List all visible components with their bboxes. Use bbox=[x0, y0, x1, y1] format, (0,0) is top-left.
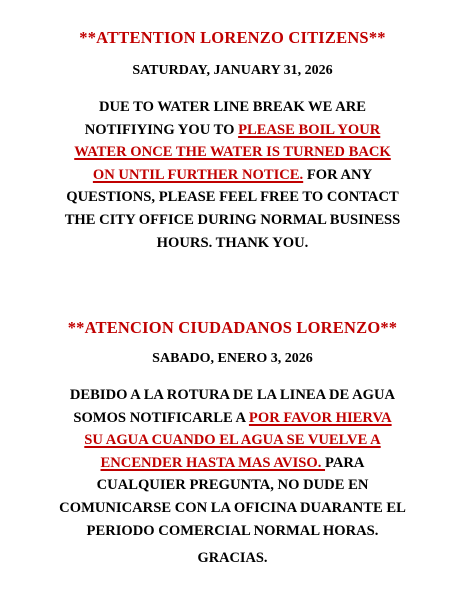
english-line-2 bbox=[20, 119, 445, 142]
spanish-line-4-text: PARA bbox=[325, 454, 365, 471]
english-line-5: QUESTIONS, PLEASE FEEL FREE TO CONTACT bbox=[66, 189, 399, 206]
spanish-line-7: PERIODO COMERCIAL NORMAL HORAS. bbox=[86, 522, 379, 539]
english-line-4-text: FOR ANY bbox=[303, 166, 373, 183]
spanish-line-5: CUALQUIER PREGUNTA, NO DUDE EN bbox=[96, 477, 369, 494]
spanish-line-1: DEBIDO A LA ROTURA DE LA LINEA DE AGUA bbox=[69, 387, 396, 403]
english-line-2-text: NOTIFIYING YOU TO bbox=[84, 121, 239, 138]
spanish-line-6: COMUNICARSE CON LA OFICINA DUARANTE EL bbox=[59, 499, 406, 516]
spanish-boil-notice-3: ENCENDER HASTA MAS AVISO. bbox=[100, 454, 326, 471]
spanish-closing: GRACIAS. bbox=[197, 550, 268, 566]
english-line-4 bbox=[20, 164, 445, 187]
english-title: **ATTENTION LORENZO CITIZENS** bbox=[79, 28, 386, 47]
spanish-line-2-text: SOMOS NOTIFICARLE A bbox=[73, 409, 249, 426]
english-boil-notice-3: ON UNTIL FURTHER NOTICE. bbox=[92, 166, 304, 183]
spanish-line-3 bbox=[20, 429, 445, 452]
english-boil-notice-2: WATER ONCE THE WATER IS TURNED BACK bbox=[74, 144, 391, 161]
english-date: SATURDAY, JANUARY 31, 2026 bbox=[132, 63, 333, 78]
english-line-3 bbox=[20, 141, 445, 164]
spanish-date: SABADO, ENERO 3, 2026 bbox=[152, 351, 313, 366]
english-line-1: DUE TO WATER LINE BREAK WE ARE bbox=[98, 99, 367, 115]
spanish-line-4 bbox=[20, 452, 445, 475]
english-line-7: HOURS. THANK YOU. bbox=[156, 234, 309, 251]
english-body bbox=[20, 96, 445, 254]
spanish-body bbox=[20, 384, 445, 542]
english-boil-notice-1: PLEASE BOIL YOUR bbox=[238, 121, 381, 138]
spanish-line-2 bbox=[20, 407, 445, 430]
english-line-6: THE CITY OFFICE DURING NORMAL BUSINESS bbox=[64, 211, 401, 228]
spanish-boil-notice-2: SU AGUA CUANDO EL AGUA SE VUELVE A bbox=[84, 432, 381, 449]
spanish-boil-notice-1: POR FAVOR HIERVA bbox=[248, 409, 392, 426]
spanish-title: **ATENCION CIUDADANOS LORENZO** bbox=[67, 318, 398, 337]
